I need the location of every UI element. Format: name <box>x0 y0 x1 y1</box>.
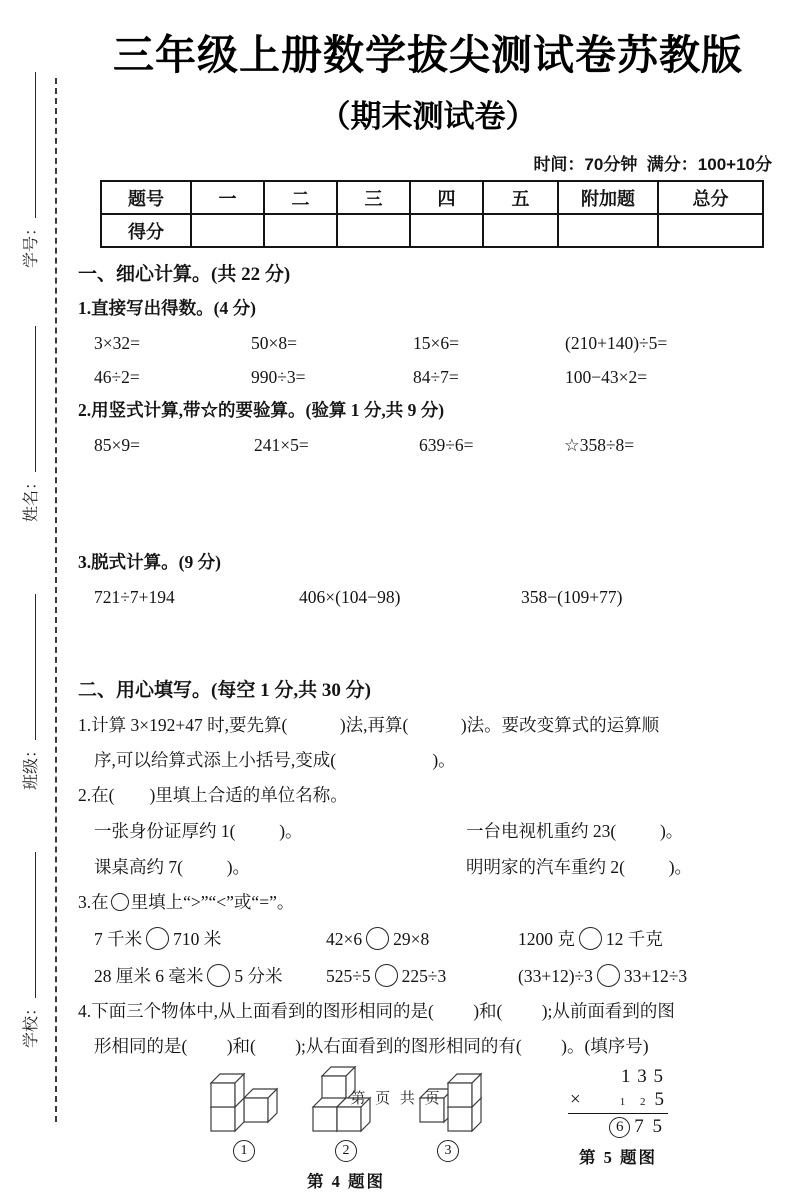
compare-left: 7 千米 <box>94 929 143 949</box>
unit-fill-item: 明明家的汽车重约 2( )。 <box>466 857 693 877</box>
section2-heading: 二、用心填写。(每空 1 分,共 30 分) <box>78 680 371 701</box>
score-empty-cell <box>410 214 483 247</box>
s1-q2-stem: 2.用竖式计算,带☆的要验算。(验算 1 分,共 9 分) <box>78 400 445 420</box>
compare-left: 28 厘米 6 毫米 <box>94 966 204 986</box>
comparison-item <box>94 926 326 951</box>
comparison-item <box>94 963 326 988</box>
figure5-caption: 第 5 题图 <box>579 1148 657 1167</box>
score-header-cell: 题号 <box>101 181 191 214</box>
compare-left: (33+12)÷3 <box>518 966 593 986</box>
time-score-info: 时间：70分钟 满分：100+10分 <box>533 155 772 174</box>
cube-label-2: 2 <box>335 1140 357 1162</box>
page-title: 三年级上册数学拔尖测试卷苏教版 <box>113 32 743 78</box>
comparison-item <box>518 964 778 987</box>
s2-q3-stem <box>78 889 778 914</box>
equation: 50×8= <box>251 333 297 353</box>
compare-right: 12 千克 <box>605 929 663 949</box>
circle-blank-icon <box>597 964 620 987</box>
seal-label-name: 姓名： <box>22 473 40 522</box>
equation: 406×(104−98) <box>299 587 401 607</box>
cube-figure-1 <box>202 1066 286 1162</box>
page-footer: 第 页 共 页 <box>350 1091 443 1107</box>
seal-blank-school <box>22 852 36 998</box>
section1-heading: 一、细心计算。(共 22 分) <box>78 264 291 285</box>
working-space <box>78 456 778 540</box>
compare-right: 710 米 <box>173 929 222 949</box>
multiplier-digit: 5 <box>654 1089 664 1110</box>
figure4-caption: 第 4 题图 <box>307 1172 385 1191</box>
comparison-item <box>326 927 518 950</box>
equation: 85×9= <box>94 435 140 455</box>
carry-digits: 1 2 <box>619 1096 652 1108</box>
score-empty-cell <box>558 214 658 247</box>
s2-q1-line2: 序,可以给算式添上小括号,变成( )。 <box>94 750 456 770</box>
s1-q3-stem: 3.脱式计算。(9 分) <box>78 552 221 572</box>
compare-right: 33+12÷3 <box>623 966 688 986</box>
circle-blank-icon <box>579 927 602 950</box>
seal-field-school <box>10 852 48 1048</box>
product-row <box>568 1116 668 1138</box>
score-header-cell: 五 <box>483 181 558 214</box>
comparison-item <box>518 926 778 951</box>
score-row-label: 得分 <box>101 214 191 247</box>
figures-row <box>196 1066 778 1192</box>
s1-q1-stem: 1.直接写出得数。(4 分) <box>78 298 256 318</box>
compare-right: 5 分米 <box>234 966 283 986</box>
equation: 3×32= <box>94 333 140 353</box>
circle-blank-icon <box>146 927 169 950</box>
equation: 358−(109+77) <box>521 587 623 607</box>
s1-q1-equation-row-1 <box>78 333 778 354</box>
unit-fill-item: 课桌高约 7( )。 <box>94 857 251 877</box>
s2-q4-line1: 4.下面三个物体中,从上面看到的图形相同的是( )和( );从前面看到的图 <box>78 1001 675 1021</box>
seal-blank-student-id <box>22 72 36 218</box>
s2-q3-stem-suffix: 里填上“>”“<”或“=”。 <box>130 892 295 912</box>
seal-label-student-id: 学号： <box>22 219 40 268</box>
comparison-item <box>326 964 518 987</box>
cube-figure-3 <box>406 1066 490 1162</box>
circle-blank-icon <box>375 964 398 987</box>
score-empty-cell <box>264 214 337 247</box>
s2-q2-stem: 2.在( )里填上合适的单位名称。 <box>78 785 348 805</box>
score-header-cell: 二 <box>264 181 337 214</box>
seal-dashed-line <box>55 78 57 1122</box>
compare-left: 1200 克 <box>518 929 575 949</box>
question4-figure <box>196 1066 496 1192</box>
equation: 990÷3= <box>251 367 306 387</box>
score-header-cell: 一 <box>191 181 264 214</box>
seal-blank-class <box>22 594 36 740</box>
cube-label-3: 3 <box>437 1140 459 1162</box>
score-header-cell: 三 <box>337 181 410 214</box>
compare-left: 525÷5 <box>326 966 371 986</box>
cube-label-1: 1 <box>233 1140 255 1162</box>
unit-fill-item: 一张身份证厚约 1( )。 <box>94 821 303 841</box>
circle-blank-icon <box>207 964 230 987</box>
equation: 15×6= <box>413 333 459 353</box>
s2-q2-row-1 <box>78 818 778 843</box>
seal-blank-name <box>22 326 36 472</box>
s2-q4-line2: 形相同的是( )和( );从右面看到的图形相同的有( )。(填序号) <box>94 1036 649 1056</box>
equation: 241×5= <box>254 435 309 455</box>
s2-q3-row-1 <box>78 926 778 951</box>
equation: ☆358÷8= <box>564 435 635 455</box>
s2-q3-stem-prefix: 3.在 <box>78 892 109 912</box>
cube-figure-2 <box>304 1066 388 1162</box>
s1-q3-equation-row <box>78 587 778 608</box>
cube-strip <box>196 1066 496 1162</box>
working-space <box>78 608 778 664</box>
equation: 639÷6= <box>419 435 474 455</box>
score-header-cell: 总分 <box>658 181 763 214</box>
score-table-header-row <box>101 181 763 214</box>
seal-field-student-id <box>10 72 48 268</box>
seal-label-school: 学校： <box>22 999 40 1048</box>
score-empty-cell <box>337 214 410 247</box>
circle-blank-icon <box>366 927 389 950</box>
multiplicand: 1 3 5 <box>621 1066 664 1087</box>
circle-blank-icon <box>111 893 129 911</box>
equation: 84÷7= <box>413 367 459 387</box>
s2-q2-row-2 <box>78 854 778 879</box>
seal-field-class <box>10 594 48 790</box>
seal-label-class: 班级： <box>22 741 40 790</box>
equation: (210+140)÷5= <box>565 333 668 353</box>
s1-q1-equation-row-2 <box>78 367 778 388</box>
s1-q2-equation-row <box>78 435 778 456</box>
s2-q3-row-2 <box>78 963 778 988</box>
circled-digit: 6 <box>609 1117 630 1138</box>
equation: 100−43×2= <box>565 367 648 387</box>
equation: 46÷2= <box>94 367 140 387</box>
score-table-score-row <box>101 214 763 247</box>
score-table <box>100 180 764 248</box>
compare-left: 42×6 <box>326 929 363 949</box>
compare-right: 225÷3 <box>401 966 447 986</box>
score-empty-cell <box>658 214 763 247</box>
unit-fill-item: 一台电视机重约 23( )。 <box>466 821 684 841</box>
compare-right: 29×8 <box>393 929 430 949</box>
multiply-sign: × <box>570 1089 581 1110</box>
score-empty-cell <box>483 214 558 247</box>
question5-figure <box>558 1066 678 1192</box>
s2-q1-line1: 1.计算 3×192+47 时,要先算( )法,再算( )法。要改变算式的运算顺 <box>78 715 660 735</box>
score-empty-cell <box>191 214 264 247</box>
score-header-cell: 四 <box>410 181 483 214</box>
score-header-cell: 附加题 <box>558 181 658 214</box>
equation: 721÷7+194 <box>94 587 175 607</box>
page-subtitle: （期末测试卷） <box>319 99 537 134</box>
seal-field-name <box>10 326 48 522</box>
exam-paper <box>78 22 778 1192</box>
product-rest: 7 5 <box>634 1116 664 1137</box>
